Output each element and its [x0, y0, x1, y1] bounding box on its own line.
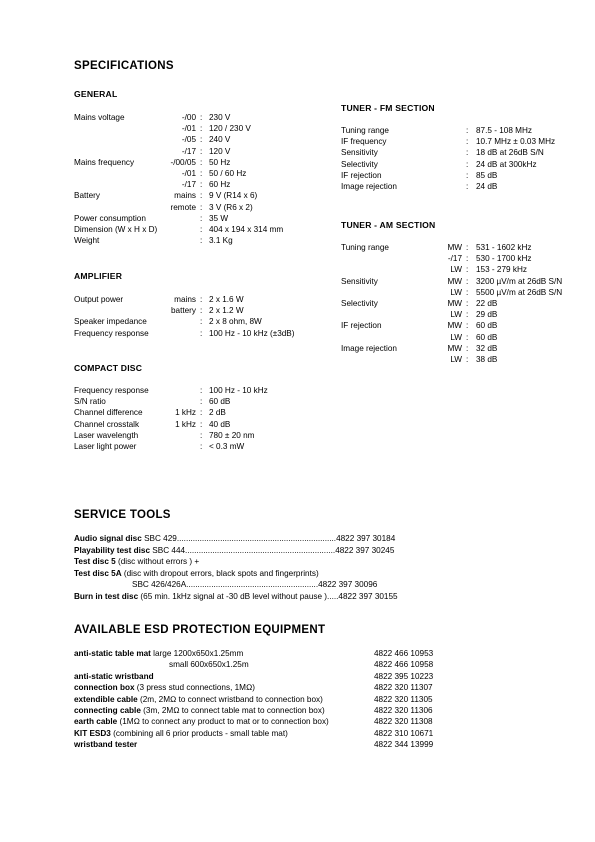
spec-qualifier: -/01 [181, 124, 196, 134]
spec-value: 22 dB [476, 299, 498, 308]
spec-value: 24 dB [476, 182, 498, 191]
spec-row [0, 264, 595, 275]
spec-separator: : [466, 265, 469, 275]
spec-value: 404 x 194 x 314 mm [209, 225, 284, 234]
part-number: 4822 395 10223 [374, 671, 434, 681]
service-tool-description [74, 556, 199, 567]
spec-separator: : [200, 397, 203, 407]
spec-qualifier: MW [447, 343, 462, 353]
spec-value: 120 / 230 V [209, 124, 251, 134]
service-tool-name: Test disc 5A [74, 568, 122, 578]
spec-separator: : [200, 306, 203, 316]
spec-value: 230 V [209, 113, 231, 122]
spec-separator: : [466, 254, 469, 264]
spec-separator: : [466, 137, 469, 147]
service-tool-detail: SBC 444 [150, 545, 186, 555]
esd-item-detail: large 1200x650x1.25mm [150, 649, 244, 658]
spec-row [0, 276, 595, 287]
spec-qualifier: MW [447, 276, 462, 286]
leader-dots: ...................................................................... [176, 534, 337, 543]
spec-qualifier: LW [450, 310, 462, 320]
spec-qualifier: -/00/05 [170, 157, 196, 167]
service-tool-name: Burn in test disc [74, 592, 139, 601]
spec-value: 38 dB [476, 355, 498, 364]
spec-separator: : [466, 299, 469, 308]
spec-value: 60 dB [476, 332, 498, 342]
spec-label: Image rejection [341, 182, 397, 191]
service-tool-detail: (disc with dropout errors, black spots and fingerprints) [121, 568, 319, 578]
esd-item-row [0, 671, 595, 682]
part-number: 4822 344 13999 [374, 740, 434, 750]
spec-value: 531 - 1602 kHz [476, 243, 532, 252]
esd-item-description [74, 739, 137, 750]
spec-label: Sensitivity [341, 148, 378, 158]
esd-item-row [0, 739, 595, 750]
page-title: SPECIFICATIONS [74, 60, 174, 72]
spec-label: Laser light power [74, 442, 137, 451]
spec-qualifier: -/17 [181, 146, 196, 156]
spec-row [0, 332, 595, 343]
esd-item-row [0, 659, 595, 670]
service-tool-row [0, 556, 595, 567]
spec-row [0, 112, 595, 123]
esd-item-detail: (combining all 6 prior products - small table mat) [110, 728, 288, 738]
spec-label: Frequency response [74, 386, 149, 395]
spec-label: Mains frequency [74, 157, 135, 167]
spec-qualifier: battery [170, 306, 196, 316]
service-tool-detail: SBC 429 [141, 534, 177, 543]
spec-separator: : [200, 146, 203, 156]
spec-value: 120 V [209, 146, 231, 156]
spec-row [0, 343, 595, 354]
spec-qualifier: -/01 [181, 169, 196, 178]
spec-row [0, 309, 595, 320]
spec-row [0, 181, 595, 192]
spec-row [0, 125, 595, 136]
spec-qualifier: -/05 [181, 135, 196, 145]
spec-value: 60 dB [476, 321, 498, 331]
service-tool-detail: SBC 426/426A [132, 580, 187, 590]
spec-label: IF frequency [341, 137, 387, 147]
spec-qualifier: LW [450, 287, 462, 297]
service-tool-row [0, 579, 595, 590]
spec-separator: : [200, 408, 203, 418]
spec-row [0, 224, 595, 235]
spec-separator: : [200, 386, 203, 395]
esd-item-description [74, 716, 329, 727]
spec-qualifier: -/00 [181, 113, 196, 122]
spec-separator: : [200, 213, 203, 223]
spec-qualifier: MW [447, 243, 462, 252]
spec-label: Output power [74, 295, 124, 304]
spec-value: 32 dB [476, 343, 498, 353]
spec-label: Power consumption [74, 213, 146, 223]
spec-row [0, 170, 595, 181]
spec-row [0, 136, 595, 147]
spec-separator: : [200, 180, 203, 190]
spec-label: Frequency response [74, 328, 149, 338]
spec-qualifier: LW [450, 355, 462, 364]
spec-value: 5500 µV/m at 26dB S/N [476, 287, 563, 297]
spec-label: Weight [74, 236, 100, 246]
service-tool-description [74, 533, 395, 544]
spec-value: 3200 µV/m at 26dB S/N [476, 276, 563, 286]
spec-row [0, 287, 595, 298]
spec-separator: : [466, 276, 469, 286]
spec-value: 3 V (R6 x 2) [209, 202, 253, 212]
spec-separator: : [466, 287, 469, 297]
spec-qualifier: LW [450, 332, 462, 342]
spec-value: 100 Hz - 10 kHz (±3dB) [209, 328, 295, 338]
spec-separator: : [200, 202, 203, 212]
spec-separator: : [466, 355, 469, 364]
spec-value: 40 dB [209, 419, 231, 429]
esd-item-name: connecting cable [74, 706, 141, 715]
part-number: 4822 397 30245 [335, 545, 395, 555]
spec-separator: : [200, 169, 203, 178]
spec-separator: : [200, 225, 203, 234]
spec-label: Channel difference [74, 408, 143, 418]
service-tool-row [0, 591, 595, 602]
spec-row [0, 396, 595, 407]
spec-value: 9 V (R14 x 6) [209, 191, 258, 201]
spec-row [0, 253, 595, 264]
spec-separator: : [200, 295, 203, 304]
spec-separator: : [466, 148, 469, 158]
spec-value: 85 dB [476, 170, 498, 180]
esd-item-detail: (1MΩ to connect any product to mat or to connection box) [117, 717, 329, 727]
spec-separator: : [200, 124, 203, 134]
spec-separator: : [466, 310, 469, 320]
spec-row [0, 213, 595, 224]
spec-separator: : [466, 332, 469, 342]
esd-item-name: anti-static table mat [74, 649, 151, 658]
service-tool-row [0, 533, 595, 544]
spec-row [0, 242, 595, 253]
part-number: 4822 320 11305 [374, 694, 433, 704]
spec-value: 24 dB at 300kHz [476, 159, 537, 169]
spec-label: IF rejection [341, 321, 382, 331]
esd-item-row [0, 694, 595, 705]
amplifier-heading: AMPLIFIER [74, 271, 123, 281]
spec-value: 18 dB at 26dB S/N [476, 148, 544, 158]
spec-separator: : [200, 419, 203, 429]
spec-value: 50 / 60 Hz [209, 169, 247, 178]
service-tool-row [0, 568, 595, 579]
part-number: 4822 320 11306 [374, 706, 433, 715]
spec-separator: : [466, 126, 469, 135]
service-tool-description [74, 568, 319, 579]
part-number: 4822 397 30155 [338, 592, 398, 601]
service-tool-name: Audio signal disc [74, 534, 142, 543]
spec-row [0, 298, 595, 309]
esd-item-description [169, 659, 249, 670]
spec-value: 29 dB [476, 310, 498, 320]
spec-separator: : [466, 170, 469, 180]
spec-qualifier: LW [450, 265, 462, 275]
esd-item-row [0, 705, 595, 716]
esd-item-description [74, 705, 325, 716]
esd-item-description [74, 728, 288, 739]
spec-separator: : [466, 159, 469, 169]
spec-value: 2 dB [209, 408, 226, 418]
spec-value: 240 V [209, 135, 231, 145]
part-number: 4822 466 10958 [374, 660, 434, 670]
spec-qualifier: MW [447, 299, 462, 308]
spec-label: Laser wavelength [74, 430, 139, 440]
spec-separator: : [200, 113, 203, 122]
spec-value: < 0.3 mW [209, 442, 245, 451]
esd-item-detail: (2m, 2MΩ to connect wristband to connection box) [137, 694, 323, 704]
fm-heading: TUNER - FM SECTION [341, 103, 435, 113]
spec-qualifier: -/17 [181, 180, 196, 190]
spec-label: IF rejection [341, 170, 382, 180]
spec-label: Speaker impedance [74, 317, 147, 327]
leader-dots: .......................................................... [186, 580, 319, 590]
esd-item-detail: (3 press stud connections, 1MΩ) [134, 683, 256, 693]
esd-item-row [0, 648, 595, 659]
spec-row [0, 430, 595, 441]
service-tools-heading: SERVICE TOOLS [74, 509, 171, 521]
service-tool-detail: (65 min. 1kHz signal at -30 dB level without pause ) [138, 592, 328, 601]
spec-value: 2 x 8 ohm, 8W [209, 317, 262, 327]
spec-separator: : [200, 430, 203, 440]
spec-separator: : [200, 317, 203, 327]
spec-label: Dimension (W x H x D) [74, 225, 158, 234]
general-heading: GENERAL [74, 89, 118, 99]
esd-item-name: anti-static wristband [74, 671, 154, 681]
spec-qualifier: remote [170, 202, 196, 212]
service-tool-description [74, 591, 398, 602]
spec-value: 2 x 1.6 W [209, 295, 244, 304]
service-tool-detail: (disc without errors ) + [115, 557, 200, 567]
spec-value: 60 Hz [209, 180, 231, 190]
spec-separator: : [200, 442, 203, 451]
spec-label: Channel crosstalk [74, 419, 140, 429]
spec-label: Sensitivity [341, 276, 378, 286]
esd-item-description [74, 648, 243, 659]
esd-item-detail: (3m, 2MΩ to connect table mat to connection box) [140, 706, 325, 715]
spec-qualifier: 1 kHz [175, 419, 196, 429]
spec-label: Selectivity [341, 159, 378, 169]
esd-item-description [74, 671, 154, 682]
esd-item-row [0, 716, 595, 727]
spec-qualifier: -/17 [447, 254, 462, 264]
spec-qualifier: 1 kHz [175, 408, 196, 418]
service-tool-name: Playability test disc [74, 545, 150, 555]
spec-value: 10.7 MHz ± 0.03 MHz [476, 137, 556, 147]
leader-dots: ..... [327, 592, 339, 601]
spec-value: 2 x 1.2 W [209, 306, 244, 316]
esd-item-name: wristband tester [74, 740, 138, 750]
spec-value: 35 W [209, 213, 229, 223]
spec-label: Tuning range [341, 243, 389, 252]
spec-row [0, 202, 595, 213]
spec-value: 50 Hz [209, 157, 231, 167]
spec-qualifier: MW [447, 321, 462, 331]
esd-item-detail: small 600x650x1.25m [169, 660, 249, 670]
am-heading: TUNER - AM SECTION [341, 220, 436, 230]
spec-value: 530 - 1700 kHz [476, 254, 532, 264]
spec-separator: : [466, 321, 469, 331]
spec-value: 3.1 Kg [209, 236, 233, 246]
part-number: 4822 397 30184 [336, 534, 396, 543]
service-tool-row [0, 545, 595, 556]
spec-qualifier: mains [174, 191, 196, 201]
spec-row [0, 159, 595, 170]
spec-row [0, 419, 595, 430]
spec-row [0, 354, 595, 365]
spec-separator: : [200, 135, 203, 145]
compact-disc-heading: COMPACT DISC [74, 363, 143, 373]
spec-value: 780 ± 20 nm [209, 430, 255, 440]
spec-row [0, 385, 595, 396]
spec-row [0, 320, 595, 331]
service-tool-description [132, 579, 377, 590]
esd-item-name: earth cable [74, 717, 118, 727]
spec-separator: : [200, 236, 203, 246]
esd-item-row [0, 682, 595, 693]
spec-label: S/N ratio [74, 397, 106, 407]
esd-item-row [0, 728, 595, 739]
spec-separator: : [200, 328, 203, 338]
esd-item-description [74, 694, 323, 705]
part-number: 4822 320 11307 [374, 683, 433, 693]
spec-row [0, 407, 595, 418]
esd-item-name: KIT ESD3 [74, 728, 111, 738]
part-number: 4822 310 10671 [374, 728, 434, 738]
spec-label: Selectivity [341, 299, 378, 308]
spec-value: 87.5 - 108 MHz [476, 126, 532, 135]
spec-row [0, 441, 595, 452]
part-number: 4822 320 11308 [374, 717, 433, 727]
leader-dots: .................................................................. [185, 545, 336, 555]
spec-separator: : [466, 243, 469, 252]
spec-separator: : [466, 343, 469, 353]
service-tool-description [74, 545, 394, 556]
spec-label: Tuning range [341, 126, 389, 135]
spec-label: Battery [74, 191, 100, 201]
esd-heading: AVAILABLE ESD PROTECTION EQUIPMENT [74, 624, 326, 636]
esd-item-name: connection box [74, 683, 135, 693]
spec-separator: : [200, 157, 203, 167]
spec-value: 153 - 279 kHz [476, 265, 527, 275]
spec-label: Mains voltage [74, 113, 125, 122]
spec-label: Image rejection [341, 343, 397, 353]
spec-separator: : [200, 191, 203, 201]
part-number: 4822 466 10953 [374, 649, 434, 658]
service-tool-name: Test disc 5 [74, 557, 116, 567]
spec-row [0, 147, 595, 158]
spec-value: 60 dB [209, 397, 231, 407]
esd-item-name: extendible cable [74, 694, 138, 704]
part-number: 4822 397 30096 [318, 580, 378, 590]
spec-value: 100 Hz - 10 kHz [209, 386, 268, 395]
spec-separator: : [466, 182, 469, 191]
spec-qualifier: mains [174, 295, 196, 304]
esd-item-description [74, 682, 255, 693]
